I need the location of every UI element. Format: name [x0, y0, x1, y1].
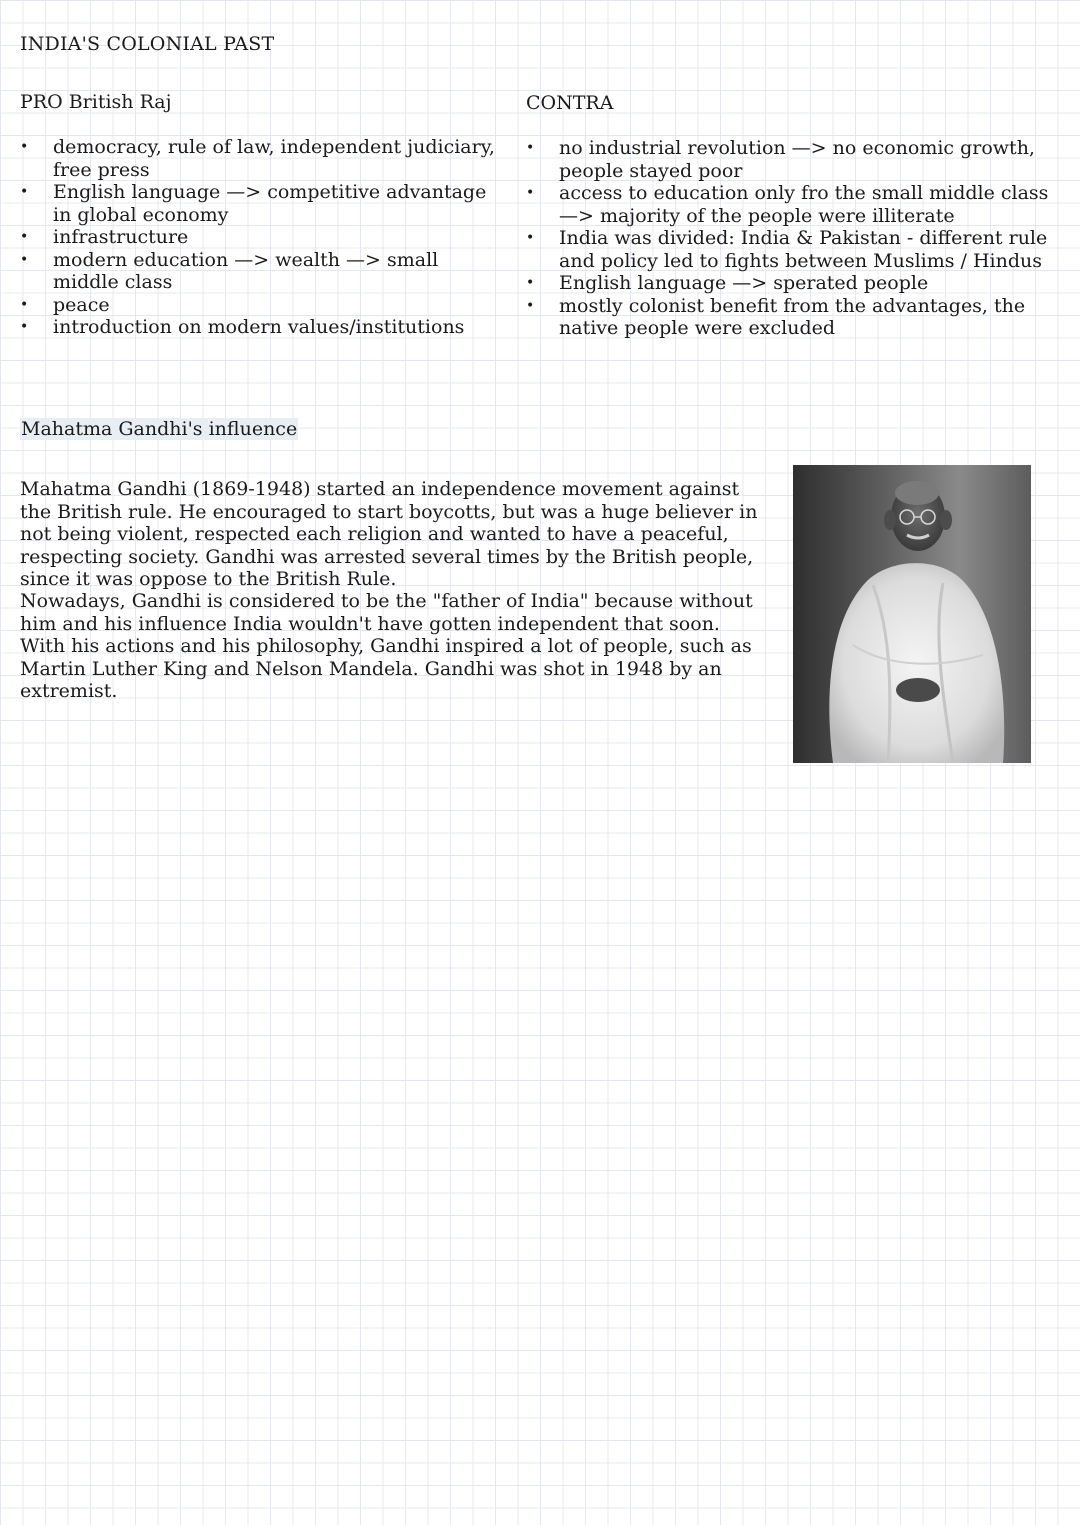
contra-heading: CONTRA — [526, 92, 614, 114]
list-item: • introduction on modern values/institutions — [20, 316, 465, 338]
bullet-icon: • — [20, 184, 29, 200]
bullet-icon: • — [20, 296, 29, 313]
gandhi-paragraph-1: Mahatma Gandhi (1869-1948) started an independence movement against the British rule. He encouraged to start boycotts, but was a huge believer in not being violent, respected each religion and wanted to have a peaceful, respecting society. Gandhi was arrested several times by the British people, since it was oppose to the British Rule. — [20, 478, 758, 590]
bullet-icon: • — [20, 251, 29, 268]
list-item: • modern education —> wealth —> small middle class — [20, 248, 439, 293]
bullet-icon: • — [20, 229, 29, 245]
bullet-icon: • — [20, 139, 29, 155]
pro-heading: PRO British Raj — [20, 91, 172, 113]
list-item: • English language —> sperated people — [526, 272, 929, 294]
bullet-icon: • — [526, 140, 535, 156]
list-item: • democracy, rule of law, independent judiciary, free press — [20, 136, 495, 181]
list-item: • mostly colonist benefit from the advantages, the native people were excluded — [526, 294, 1026, 339]
bullet-icon: • — [526, 230, 535, 246]
gandhi-photo — [793, 465, 1031, 763]
bullet-icon: • — [20, 319, 29, 335]
list-item: • India was divided: India & Pakistan - different rule and policy led to fights between Muslims / Hindus — [526, 227, 1048, 272]
gandhi-heading: Mahatma Gandhi's influence — [21, 418, 298, 440]
list-item: • English language —> competitive advantage in global economy — [20, 181, 487, 226]
page-title: INDIA'S COLONIAL PAST — [20, 33, 275, 55]
bullet-icon: • — [526, 275, 535, 291]
gandhi-paragraph-2: Nowadays, Gandhi is considered to be the "father of India" because without him and his influence India wouldn't have gotten independent that soon. With his actions and his philosophy, Gandhi inspired a lot of people, such as Martin Luther King and Nelson Mandela. Gandhi was shot in 1948 by an extremist. — [20, 590, 753, 702]
list-item: • infrastructure — [20, 226, 189, 248]
pro-list — [20, 136, 500, 339]
list-item: • peace — [20, 293, 110, 316]
bullet-icon: • — [526, 297, 535, 314]
portrait-image — [793, 465, 1031, 763]
bullet-icon: • — [526, 185, 535, 201]
list-item: • no industrial revolution —> no economic growth, people stayed poor — [526, 137, 1035, 182]
contra-list — [526, 137, 1056, 340]
list-item: • access to education only fro the small middle class —> majority of the people were illiterate — [526, 182, 1049, 227]
